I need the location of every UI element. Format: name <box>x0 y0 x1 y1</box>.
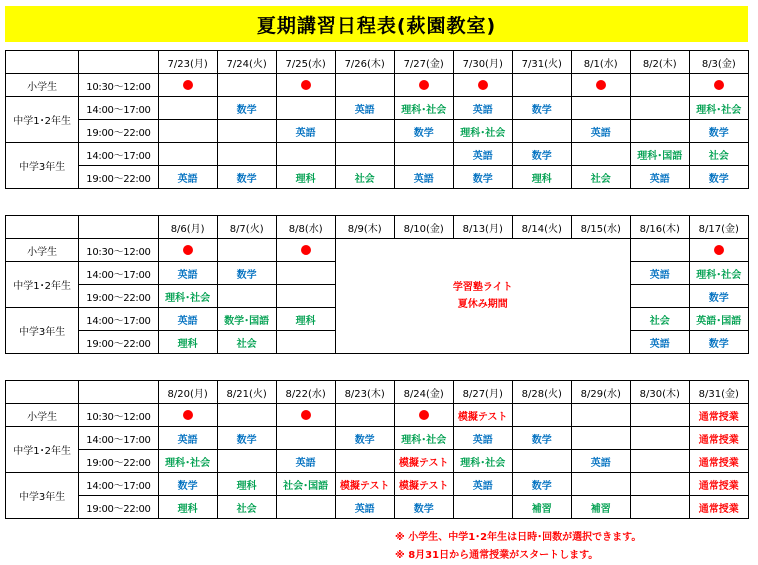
time-slot: 10:30～12:00 <box>79 74 158 97</box>
subject-cell: 英語 <box>158 427 217 450</box>
date-header: 7/25(水) <box>276 51 335 74</box>
red-dot-icon <box>714 80 724 90</box>
subject-cell: 数学 <box>394 496 453 519</box>
grade-label: 中学3年生 <box>6 143 79 189</box>
subject-cell: 数学 <box>217 166 276 189</box>
break-line: 夏休み期間 <box>457 299 508 310</box>
subject-cell <box>630 74 689 97</box>
subject-cell <box>571 404 630 427</box>
date-header: 8/9(木) <box>335 216 394 239</box>
subject-cell <box>630 239 689 262</box>
date-header: 7/26(木) <box>335 51 394 74</box>
subject-cell: 理科 <box>276 308 335 331</box>
subject-cell: 模擬テスト <box>394 450 453 473</box>
time-slot: 14:00～17:00 <box>79 143 158 166</box>
subject-cell: 通常授業 <box>689 496 748 519</box>
table-row <box>6 496 749 519</box>
subject-cell: 通常授業 <box>689 473 748 496</box>
subject-cell: 英語 <box>571 120 630 143</box>
subject-cell <box>512 120 571 143</box>
note-2: ※ 8月31日から通常授業がスタートします。 <box>395 550 599 561</box>
subject-cell: 理科･社会 <box>158 285 217 308</box>
subject-cell <box>630 427 689 450</box>
grade-label: 小学生 <box>6 404 79 427</box>
time-slot: 14:00～17:00 <box>79 308 158 331</box>
grade-label: 小学生 <box>6 239 79 262</box>
subject-cell <box>630 97 689 120</box>
subject-cell: 英語 <box>571 450 630 473</box>
header-row <box>6 216 749 239</box>
table-row <box>6 143 749 166</box>
class-day-dot <box>158 74 217 97</box>
subject-cell: 数学 <box>689 120 748 143</box>
date-header: 8/1(水) <box>571 51 630 74</box>
subject-cell: 英語 <box>630 166 689 189</box>
subject-cell: 社会 <box>630 308 689 331</box>
date-header: 8/24(金) <box>394 381 453 404</box>
subject-cell: 数学 <box>512 473 571 496</box>
subject-cell: 社会･国語 <box>276 473 335 496</box>
date-header: 7/27(金) <box>394 51 453 74</box>
class-day-dot <box>158 239 217 262</box>
class-day-dot <box>394 404 453 427</box>
subject-cell: 模擬テスト <box>394 473 453 496</box>
subject-cell: 模擬テスト <box>453 404 512 427</box>
subject-cell: 理科 <box>276 166 335 189</box>
date-header: 8/23(木) <box>335 381 394 404</box>
date-header: 8/31(金) <box>689 381 748 404</box>
page-title: 夏期講習日程表(萩園教室) <box>5 6 748 42</box>
header-blank <box>79 216 158 239</box>
subject-cell: 英語 <box>630 262 689 285</box>
subject-cell: 理科 <box>158 331 217 354</box>
subject-cell <box>217 143 276 166</box>
subject-cell <box>630 450 689 473</box>
subject-cell: 数学 <box>217 427 276 450</box>
time-slot: 19:00～22:00 <box>79 120 158 143</box>
table-row <box>6 450 749 473</box>
subject-cell: 理科 <box>217 473 276 496</box>
subject-cell <box>217 404 276 427</box>
date-header: 8/2(木) <box>630 51 689 74</box>
subject-cell <box>276 496 335 519</box>
subject-cell: 社会 <box>689 143 748 166</box>
date-header: 8/28(火) <box>512 381 571 404</box>
subject-cell: 英語 <box>276 450 335 473</box>
subject-cell: 数学 <box>689 285 748 308</box>
subject-cell: 英語 <box>453 97 512 120</box>
table-row <box>6 404 749 427</box>
subject-cell: 理科･社会 <box>394 97 453 120</box>
time-slot: 19:00～22:00 <box>79 285 158 308</box>
subject-cell <box>571 427 630 450</box>
subject-cell <box>158 143 217 166</box>
header-row <box>6 381 749 404</box>
subject-cell: 理科･社会 <box>689 262 748 285</box>
red-dot-icon <box>714 245 724 255</box>
time-slot: 19:00～22:00 <box>79 166 158 189</box>
class-day-dot <box>453 74 512 97</box>
subject-cell: 理科･社会 <box>394 427 453 450</box>
subject-cell <box>217 450 276 473</box>
subject-cell: 数学 <box>217 262 276 285</box>
subject-cell <box>571 97 630 120</box>
class-day-dot <box>689 74 748 97</box>
subject-cell: 英語 <box>158 166 217 189</box>
subject-cell <box>512 74 571 97</box>
subject-cell <box>158 97 217 120</box>
date-header: 8/22(水) <box>276 381 335 404</box>
subject-cell <box>512 450 571 473</box>
subject-cell <box>630 473 689 496</box>
red-dot-icon <box>301 245 311 255</box>
subject-cell <box>335 404 394 427</box>
subject-cell: 理科･社会 <box>453 120 512 143</box>
subject-cell: 理科 <box>512 166 571 189</box>
subject-cell <box>630 496 689 519</box>
header-blank <box>79 51 158 74</box>
subject-cell: 補習 <box>571 496 630 519</box>
date-header: 8/10(金) <box>394 216 453 239</box>
subject-cell <box>217 285 276 308</box>
subject-cell: 数学 <box>512 143 571 166</box>
summer-break-notice <box>335 239 630 354</box>
subject-cell: 補習 <box>512 496 571 519</box>
subject-cell: 数学 <box>689 166 748 189</box>
subject-cell: 数学･国語 <box>217 308 276 331</box>
table-row <box>6 239 749 262</box>
subject-cell: 通常授業 <box>689 450 748 473</box>
subject-cell <box>394 143 453 166</box>
time-slot: 14:00～17:00 <box>79 262 158 285</box>
table-row <box>6 166 749 189</box>
red-dot-icon <box>419 80 429 90</box>
subject-cell: 理科･社会 <box>158 450 217 473</box>
red-dot-icon <box>183 410 193 420</box>
break-line: 学習塾ライト <box>452 282 513 293</box>
subject-cell: 英語 <box>158 308 217 331</box>
subject-cell: 社会 <box>571 166 630 189</box>
time-slot: 14:00～17:00 <box>79 97 158 120</box>
subject-cell <box>217 74 276 97</box>
subject-cell <box>630 285 689 308</box>
subject-cell: 通常授業 <box>689 404 748 427</box>
subject-cell: 英語 <box>453 427 512 450</box>
red-dot-icon <box>478 80 488 90</box>
subject-cell: 数学 <box>394 120 453 143</box>
date-header: 8/6(月) <box>158 216 217 239</box>
red-dot-icon <box>183 80 193 90</box>
red-dot-icon <box>183 245 193 255</box>
red-dot-icon <box>301 410 311 420</box>
subject-cell: 数学 <box>335 427 394 450</box>
subject-cell: 理科･国語 <box>630 143 689 166</box>
subject-cell: 理科 <box>158 496 217 519</box>
subject-cell: 数学 <box>689 331 748 354</box>
subject-cell <box>217 120 276 143</box>
date-header: 7/31(火) <box>512 51 571 74</box>
time-slot: 10:30～12:00 <box>79 239 158 262</box>
subject-cell: 模擬テスト <box>335 473 394 496</box>
date-header: 7/23(月) <box>158 51 217 74</box>
class-day-dot <box>276 239 335 262</box>
red-dot-icon <box>596 80 606 90</box>
date-header: 8/15(水) <box>571 216 630 239</box>
subject-cell: 通常授業 <box>689 427 748 450</box>
date-header: 8/8(水) <box>276 216 335 239</box>
date-header: 8/14(火) <box>512 216 571 239</box>
subject-cell <box>335 143 394 166</box>
subject-cell: 英語 <box>630 331 689 354</box>
subject-cell: 理科･社会 <box>689 97 748 120</box>
note-1: ※ 小学生、中学1･2年生は日時･回数が選択できます。 <box>395 532 642 543</box>
subject-cell: 社会 <box>335 166 394 189</box>
subject-cell <box>276 97 335 120</box>
header-blank <box>6 51 79 74</box>
date-header: 8/13(月) <box>453 216 512 239</box>
subject-cell: 英語 <box>394 166 453 189</box>
grade-label: 中学3年生 <box>6 473 79 519</box>
subject-cell <box>276 262 335 285</box>
subject-cell <box>217 239 276 262</box>
date-header: 8/20(月) <box>158 381 217 404</box>
subject-cell <box>276 427 335 450</box>
header-blank <box>6 216 79 239</box>
table-row <box>6 97 749 120</box>
subject-cell: 理科･社会 <box>453 450 512 473</box>
red-dot-icon <box>419 410 429 420</box>
date-header: 8/3(金) <box>689 51 748 74</box>
header-row <box>6 51 749 74</box>
date-header: 8/30(木) <box>630 381 689 404</box>
subject-cell: 社会 <box>217 331 276 354</box>
grade-label: 中学1･2年生 <box>6 262 79 308</box>
date-header: 8/17(金) <box>689 216 748 239</box>
subject-cell <box>453 496 512 519</box>
subject-cell: 英語 <box>335 496 394 519</box>
subject-cell: 英語 <box>276 120 335 143</box>
schedule-table-1 <box>5 50 749 189</box>
subject-cell <box>571 473 630 496</box>
subject-cell: 英語 <box>335 97 394 120</box>
subject-cell: 数学 <box>158 473 217 496</box>
date-header: 8/7(火) <box>217 216 276 239</box>
time-slot: 14:00～17:00 <box>79 473 158 496</box>
subject-cell <box>512 404 571 427</box>
table-row <box>6 74 749 97</box>
subject-cell: 数学 <box>512 427 571 450</box>
schedule-table-2 <box>5 215 749 354</box>
class-day-dot <box>394 74 453 97</box>
class-day-dot <box>689 239 748 262</box>
time-slot: 19:00～22:00 <box>79 450 158 473</box>
subject-cell: 社会 <box>217 496 276 519</box>
subject-cell: 英語 <box>453 143 512 166</box>
table-row <box>6 427 749 450</box>
date-header: 8/29(水) <box>571 381 630 404</box>
subject-cell <box>276 285 335 308</box>
subject-cell <box>158 120 217 143</box>
subject-cell: 数学 <box>217 97 276 120</box>
time-slot: 19:00～22:00 <box>79 496 158 519</box>
subject-cell <box>276 331 335 354</box>
subject-cell <box>276 143 335 166</box>
date-header: 8/21(火) <box>217 381 276 404</box>
subject-cell: 数学 <box>512 97 571 120</box>
time-slot: 10:30～12:00 <box>79 404 158 427</box>
subject-cell <box>335 74 394 97</box>
table-row <box>6 120 749 143</box>
time-slot: 19:00～22:00 <box>79 331 158 354</box>
grade-label: 中学1･2年生 <box>6 97 79 143</box>
date-header: 7/30(月) <box>453 51 512 74</box>
time-slot: 14:00～17:00 <box>79 427 158 450</box>
subject-cell: 数学 <box>453 166 512 189</box>
header-blank <box>6 381 79 404</box>
subject-cell <box>630 404 689 427</box>
class-day-dot <box>158 404 217 427</box>
subject-cell: 英語･国語 <box>689 308 748 331</box>
grade-label: 中学1･2年生 <box>6 427 79 473</box>
subject-cell <box>335 450 394 473</box>
subject-cell <box>571 143 630 166</box>
date-header: 7/24(火) <box>217 51 276 74</box>
subject-cell <box>335 120 394 143</box>
date-header: 8/16(木) <box>630 216 689 239</box>
header-blank <box>79 381 158 404</box>
red-dot-icon <box>301 80 311 90</box>
grade-label: 中学3年生 <box>6 308 79 354</box>
subject-cell: 英語 <box>453 473 512 496</box>
class-day-dot <box>571 74 630 97</box>
subject-cell <box>630 120 689 143</box>
class-day-dot <box>276 404 335 427</box>
grade-label: 小学生 <box>6 74 79 97</box>
class-day-dot <box>276 74 335 97</box>
table-row <box>6 473 749 496</box>
date-header: 8/27(月) <box>453 381 512 404</box>
schedule-table-3 <box>5 380 749 519</box>
subject-cell: 英語 <box>158 262 217 285</box>
